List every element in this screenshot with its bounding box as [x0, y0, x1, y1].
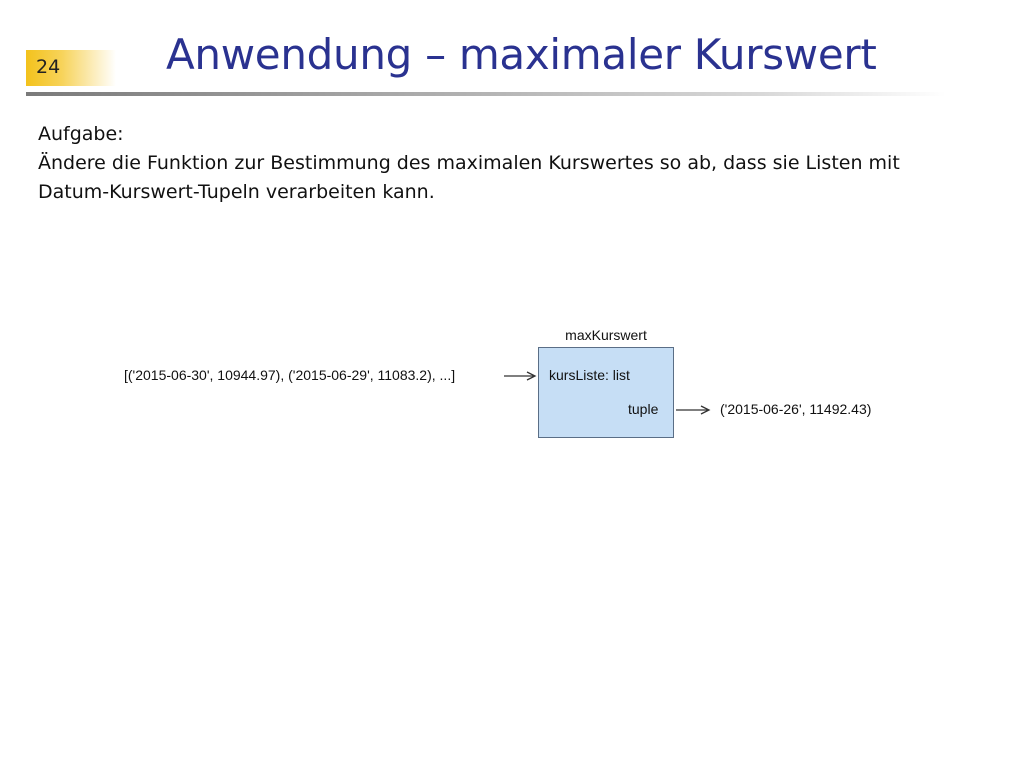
function-name-label: maxKurswert	[565, 327, 647, 343]
slide-title: Anwendung – maximaler Kurswert	[166, 30, 877, 79]
input-arrow	[504, 372, 535, 380]
output-arrow	[676, 406, 709, 414]
task-line-1: Ändere die Funktion zur Bestimmung des maximalen Kurswertes so ab, dass sie Listen mit	[38, 152, 900, 174]
parameter-label: kursListe: list	[549, 367, 630, 383]
return-type-label: tuple	[628, 401, 659, 417]
task-line-2: Datum-Kurswert-Tupeln verarbeiten kann.	[38, 181, 435, 203]
output-value-label: ('2015-06-26', 11492.43)	[720, 401, 872, 417]
task-heading: Aufgabe:	[38, 123, 124, 145]
function-box	[538, 347, 674, 438]
page-number: 24	[36, 56, 61, 78]
input-value-label: [('2015-06-30', 10944.97), ('2015-06-29', 11083.2), ...]	[124, 367, 456, 383]
